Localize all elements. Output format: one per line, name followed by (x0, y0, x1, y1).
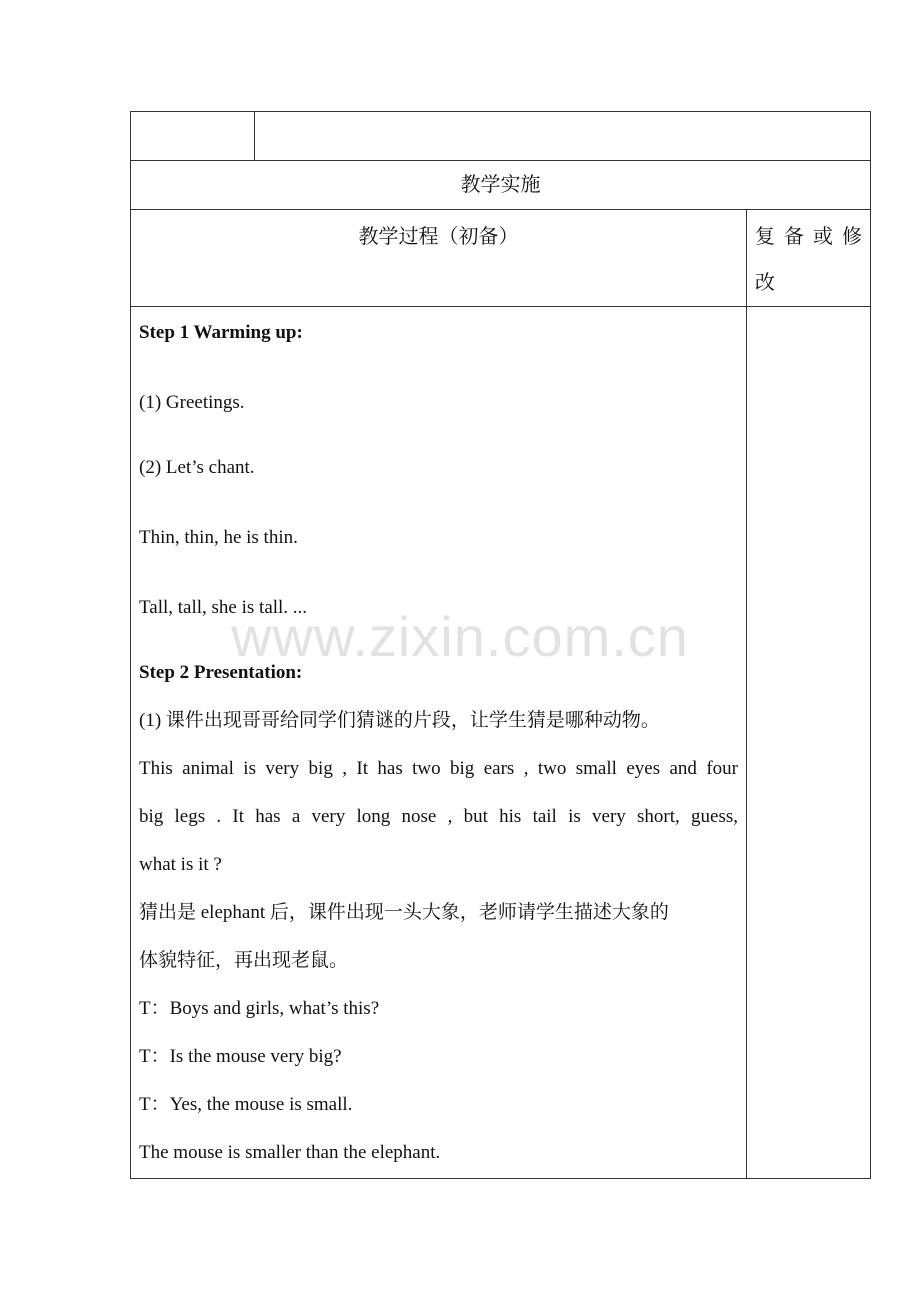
revise-header-line1: 复 备 或 修 (755, 226, 862, 248)
chant-line1: Thin, thin, he is thin. (139, 527, 298, 548)
step1-item1: (1) Greetings. (139, 392, 245, 413)
riddle-line1: This animal is very big , It has two big ears , two small eyes and four (139, 758, 738, 779)
guess-line1: 猜出是 elephant 后，课件出现一头大象，老师请学生描述大象的 (139, 902, 669, 923)
revise-column-header (747, 210, 871, 307)
process-content-cell (131, 307, 747, 1179)
step2-item1: (1) 课件出现哥哥给同学们猜谜的片段，让学生猜是哪种动物。 (139, 710, 660, 731)
section-title-row (131, 161, 871, 210)
chant-line2: Tall, tall, she is tall. ... (139, 597, 308, 618)
riddle-line2: big legs . It has a very long nose , but his tail is very short, guess, (139, 806, 738, 827)
lesson-plan-document (130, 111, 870, 1179)
process-column-header: 教学过程（初备） (131, 210, 747, 307)
dialog-line3: T：Yes, the mouse is small. (139, 1094, 353, 1115)
header-value-cell (255, 112, 871, 161)
guess-line2: 体貌特征，再出现老鼠。 (139, 950, 349, 971)
conclusion-line: The mouse is smaller than the elephant. (139, 1142, 441, 1163)
lesson-plan-table (130, 111, 871, 1179)
column-header-row (131, 210, 871, 307)
dialog-line2: T：Is the mouse very big? (139, 1046, 342, 1067)
dialog-line1: T：Boys and girls, what’s this? (139, 998, 380, 1019)
revise-content-cell (747, 307, 871, 1179)
header-label-cell (131, 112, 255, 161)
section-title: 教学实施 (131, 161, 871, 210)
header-info-row (131, 112, 871, 161)
step2-title: Step 2 Presentation: (139, 662, 303, 683)
revise-header-line2: 改 (755, 272, 775, 294)
riddle-line3: what is it ? (139, 854, 222, 875)
content-row (131, 307, 871, 1179)
step1-item2: (2) Let’s chant. (139, 457, 255, 478)
step1-title: Step 1 Warming up: (139, 322, 303, 343)
watermark: www.zixin.com.cn (231, 605, 689, 668)
